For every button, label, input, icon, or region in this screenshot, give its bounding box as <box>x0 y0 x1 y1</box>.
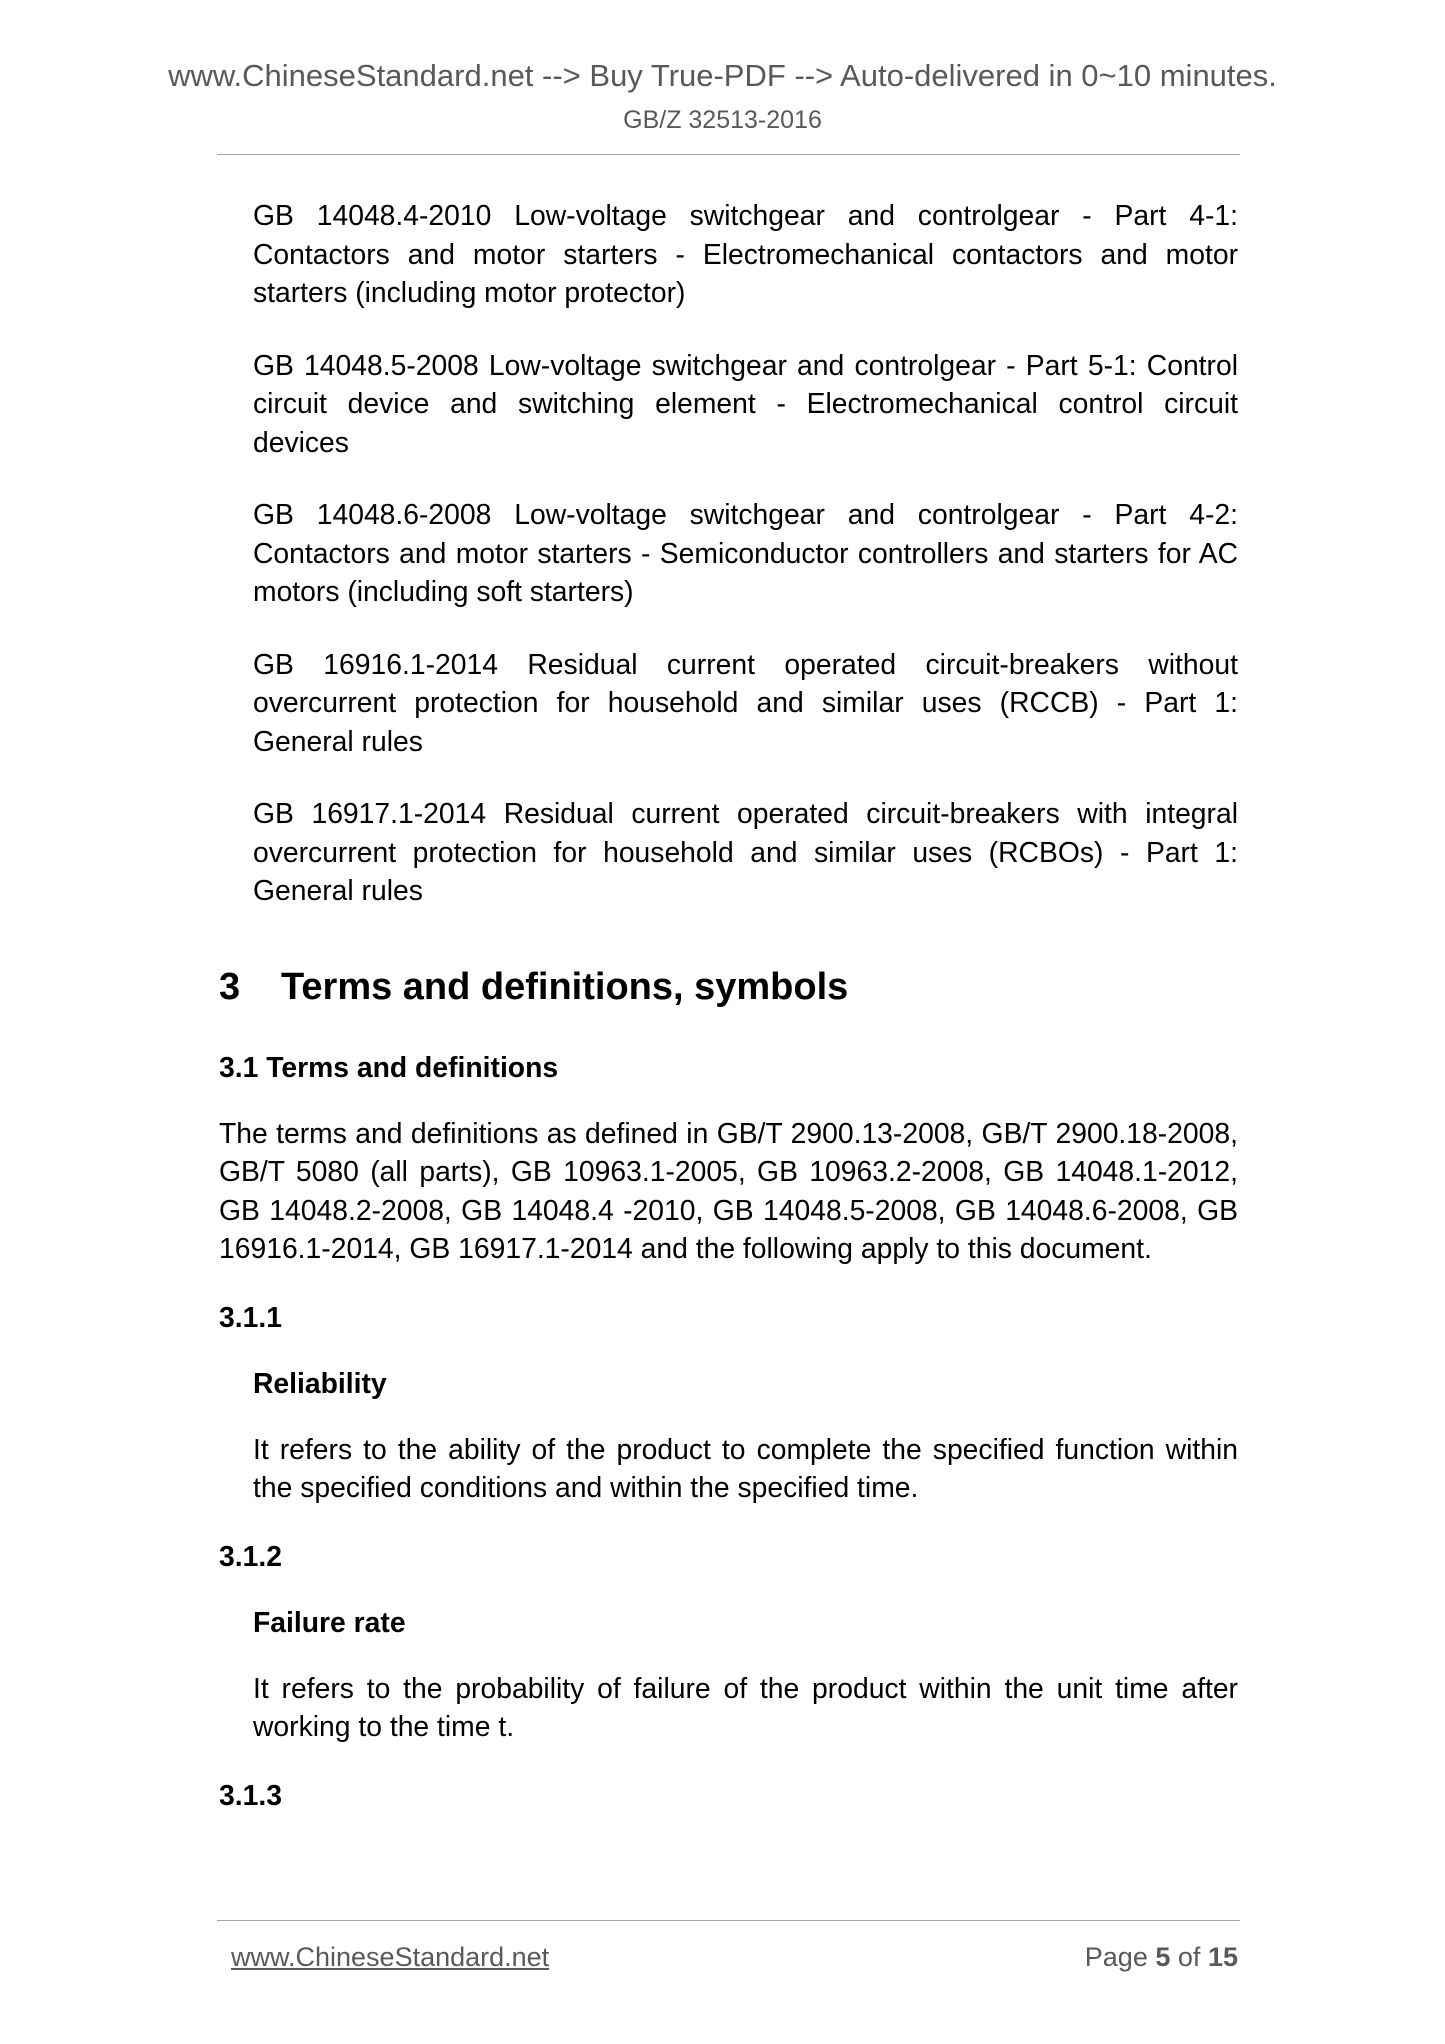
page-of: of <box>1177 1942 1201 1972</box>
term-definition: It refers to the ability of the product to complete the specified function within the specified conditions and within the specified time. <box>253 1432 1238 1503</box>
page-current: 5 <box>1155 1942 1171 1972</box>
reference-item: GB 14048.5-2008 Low-voltage switchgear and controlgear - Part 5-1: Control circuit device and switching element - Electromechanical control circuit devices <box>253 348 1238 458</box>
page-indicator <box>1085 1942 1238 1973</box>
page-prefix: Page <box>1084 1942 1148 1972</box>
section-number: 3 <box>219 965 241 1008</box>
clause-number: 3.1.2 <box>219 1539 282 1572</box>
header-divider <box>217 154 1240 155</box>
document-body <box>219 196 1238 1814</box>
section-title: Terms and definitions, symbols <box>281 965 849 1008</box>
footer-site-link[interactable]: www.ChineseStandard.net <box>231 1942 550 1972</box>
page-total: 15 <box>1207 1942 1238 1972</box>
standard-id: GB/Z 32513-2016 <box>623 106 822 134</box>
reference-item: GB 14048.6-2008 Low-voltage switchgear and controlgear - Part 4-2: Contactors and motor starters - Semiconductor controllers and starters for AC motors (including soft starters) <box>253 498 1238 607</box>
footer-divider <box>217 1920 1240 1921</box>
reference-item: GB 16917.1-2014 Residual current operated circuit-breakers with integral overcurrent protection for household and similar uses (RCBOs) - Part 1: General rules <box>253 797 1238 906</box>
term-name: Reliability <box>253 1366 387 1399</box>
term-name: Failure rate <box>253 1605 406 1638</box>
subsection-intro: The terms and definitions as defined in GB/T 2900.13-2008, GB/T 2900.18-2008, GB/T 5080 (all parts), GB 10963.1-2005, GB 10963.2-2008, GB 14048.1-2012, GB 14048.2-2008, GB 14048.4 -2010, GB 14048.5-2008, GB 14048.6-2008, GB 16916.1-2014, GB 16917.1-2014 and the following apply to this document. <box>219 1116 1238 1264</box>
reference-item: GB 14048.4-2010 Low-voltage switchgear and controlgear - Part 4-1: Contactors and motor starters - Electromechanical contactors and motor starters (including motor protector) <box>253 199 1238 308</box>
term-definition: It refers to the probability of failure of the product within the unit time after working to the time t. <box>253 1671 1238 1742</box>
clause-number: 3.1.3 <box>219 1778 282 1811</box>
reference-item: GB 16916.1-2014 Residual current operated circuit-breakers without overcurrent protection for household and similar uses (RCCB) - Part 1: General rules <box>253 647 1238 757</box>
section-heading <box>219 964 1238 1010</box>
header-banner: www.ChineseStandard.net --> Buy True-PDF --> Auto-delivered in 0~10 minutes. <box>168 58 1277 93</box>
subsection-heading: 3.1 Terms and definitions <box>219 1050 559 1083</box>
clause-number: 3.1.1 <box>219 1300 282 1333</box>
